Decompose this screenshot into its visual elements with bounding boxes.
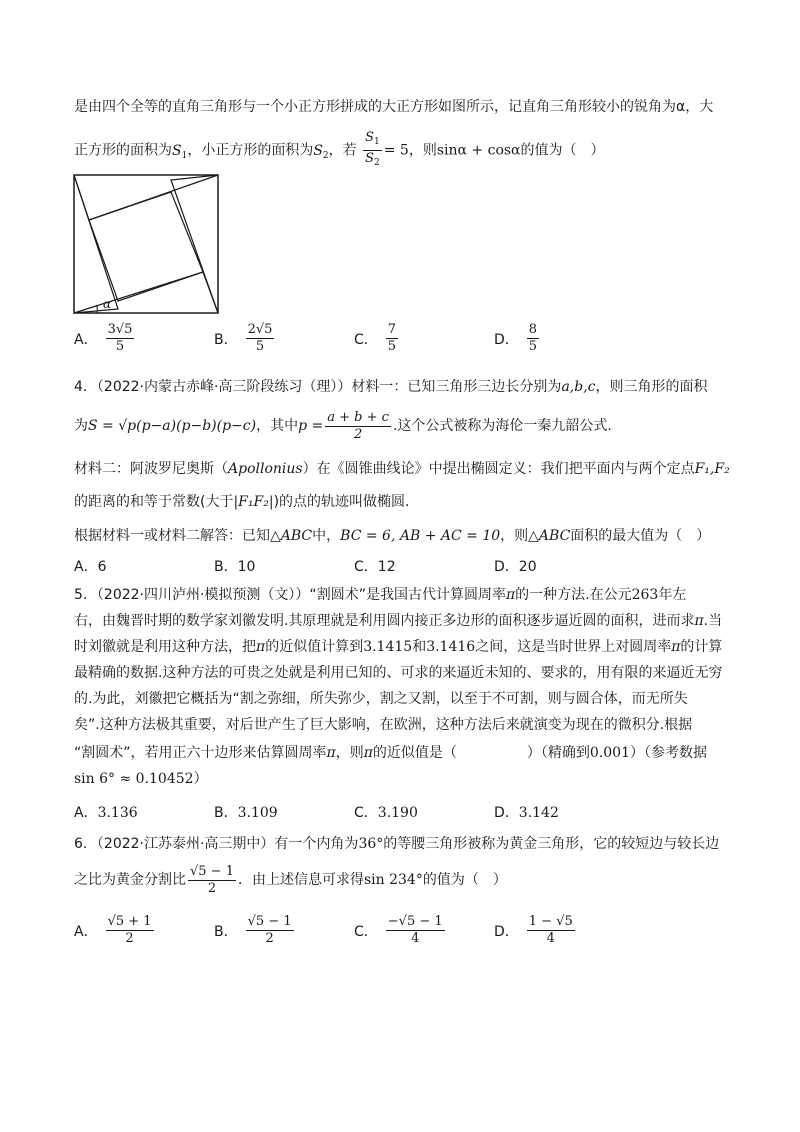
q4-p-fraction: $\frac{a + b + c}{2}$ xyxy=(327,409,389,442)
q5-line3: 时刘徽就是利用这种方法，把π的近似值计算到3.1415和3.1416之间，这是当时世界上对圆周率π的计算 xyxy=(74,639,723,655)
q3-text-value: 的值为（ ） xyxy=(520,142,605,159)
q5-line8: sin 6° ≈ 0.10452） xyxy=(74,771,208,787)
q4-option-b[interactable]: B．10 xyxy=(214,559,256,575)
big-square xyxy=(74,175,218,313)
q6-option-c[interactable]: C． $\frac{-√5 - 1}{4}$ xyxy=(354,914,443,946)
q3-ratio-fraction: $\frac{S_1}{S_2}$ xyxy=(365,130,380,168)
q3-text-if: ，若 xyxy=(328,142,357,159)
q6-option-a[interactable]: A． $\frac{√5 + 1}{2}$ xyxy=(74,914,152,946)
q3-option-a[interactable]: A． $\frac{3√5}{5}$ xyxy=(74,322,133,354)
q5-line4: 最精确的数据.这种方法的可贵之处就是利用已知的、可求的来逼近未知的、要求的，用有限的来逼近无穷 xyxy=(74,665,723,681)
triangle-left xyxy=(74,175,118,313)
q3-ratio-eq: = 5 xyxy=(383,142,409,159)
q4-line3: 材料二：阿波罗尼奥斯（Apollonius）在《圆锥曲线论》中提出椭圆定义：我们把平面内与两个定点F₁,F₂ xyxy=(74,461,730,477)
q3-sin-cos-expr: sinα + cosα xyxy=(436,142,521,159)
q4-heron-formula: S = √p(p−a)(p−b)(p−c) xyxy=(88,418,257,434)
q4-abc: a,b,c xyxy=(561,379,596,395)
small-square xyxy=(89,192,203,301)
q4-line1: 4．（2022·内蒙古赤峰·高三阶段练习（理））材料一：已知三角形三边长分别为a,b,c，则三角形的面积 xyxy=(74,379,708,395)
q6-option-b[interactable]: B． $\frac{√5 - 1}{2}$ xyxy=(214,914,292,946)
q6-option-d[interactable]: D． $\frac{1 - √5}{4}$ xyxy=(494,914,573,946)
q4-option-a[interactable]: A．6 xyxy=(74,559,107,575)
q5-year: 263 xyxy=(631,587,659,603)
q3-text-big-square-area: 正方形的面积为 xyxy=(74,142,172,159)
q3-text-small-square-area: ，小正方形的面积为 xyxy=(187,142,314,159)
q4-line5: 根据材料一或材料二解答：已知△ABC中，BC = 6, AB + AC = 10，则△ABC面积的最大值为（ ） xyxy=(74,528,711,544)
q6-angle: 36° xyxy=(358,836,384,852)
q3-option-b[interactable]: B． $\frac{2√5}{5}$ xyxy=(214,322,273,354)
q4-option-c[interactable]: C．12 xyxy=(354,559,396,575)
q6-line1: 6．（2022·江苏泰州·高三期中）有一个内角为36°的等腰三角形被称为黄金三角形，它的较短边与较长边 xyxy=(74,836,720,852)
triangle-right xyxy=(171,175,218,313)
q4-f1f2-abs: |F₁F₂| xyxy=(233,494,274,510)
q4-apollonius: Apollonius xyxy=(228,461,303,477)
q5-line7: “割圆术”，若用正六十边形来估算圆周率π，则π的近似值是（ ）（精确到0.001）（参考数据 xyxy=(74,745,708,761)
q5-line6: 矣”.这种方法极其重要，对后世产生了巨大影响，在欧洲，这种方法后来就演变为现在的微积分.根据 xyxy=(74,717,693,733)
q4-foci: F₁,F₂ xyxy=(694,461,730,477)
q3-s2: $S_2$ xyxy=(313,142,329,161)
q5-option-a[interactable]: A．3.136 xyxy=(74,805,138,821)
q6-line2: 之比为黄金分割比 $\frac{√5 - 1}{2}$ ．由上述信息可求得sin 234°的值为（ ） xyxy=(74,863,507,896)
q5-option-b[interactable]: B．3.109 xyxy=(214,805,278,821)
q6-sin-expr: sin 234° xyxy=(363,872,423,888)
q5-option-d[interactable]: D．3.142 xyxy=(494,805,559,821)
q6-golden-ratio: $\frac{√5 - 1}{2}$ xyxy=(190,863,234,896)
q3-option-c[interactable]: C． $\frac{7}{5}$ xyxy=(354,322,397,354)
q3-line1: 是由四个全等的直角三角形与一个小正方形拼成的大正方形如图所示，记直角三角形较小的锐角为α，大 xyxy=(74,99,714,115)
q3-line2 xyxy=(74,130,740,176)
q4-line2: 为S = √p(p−a)(p−b)(p−c)，其中p = $\frac{a + b + c}{2}$ .这个公式被称为海伦一秦九韶公式. xyxy=(74,409,612,442)
q4-line4: 的距离的和等于常数(大于|F₁F₂|)的点的轨迹叫做椭圆. xyxy=(74,494,410,510)
q5-option-c[interactable]: C．3.190 xyxy=(354,805,418,821)
q4-option-d[interactable]: D．20 xyxy=(494,559,537,575)
q3-option-d[interactable]: D． $\frac{8}{5}$ xyxy=(494,322,538,354)
q3-square-figure xyxy=(73,174,219,314)
alpha-label: α xyxy=(103,297,112,311)
q5-line2: 右，由魏晋时期的数学家刘徽发明.其原理就是利用圆内接正多边形的面积逐步逼近圆的面积，进而求π.当 xyxy=(74,613,723,629)
q3-text-then: ，则 xyxy=(408,142,437,159)
q5-line5: 的.为此，刘徽把它概括为“割之弥细，所失弥少，割之又割，以至于不可割，则与圆合体，而无所失 xyxy=(74,691,688,707)
q5-reference-data: sin 6° ≈ 0.10452 xyxy=(74,771,194,787)
q5-line1: 5．（2022·四川泸州·模拟预测（文））“割圆术”是我国古代计算圆周率π的一种方法.在公元263年左 xyxy=(74,587,687,603)
triangle-bottom xyxy=(74,272,218,313)
triangle-top xyxy=(74,175,218,220)
q3-s1: $S_1$ xyxy=(172,142,188,161)
q4-condition: BC = 6, AB + AC = 10 xyxy=(340,528,501,544)
